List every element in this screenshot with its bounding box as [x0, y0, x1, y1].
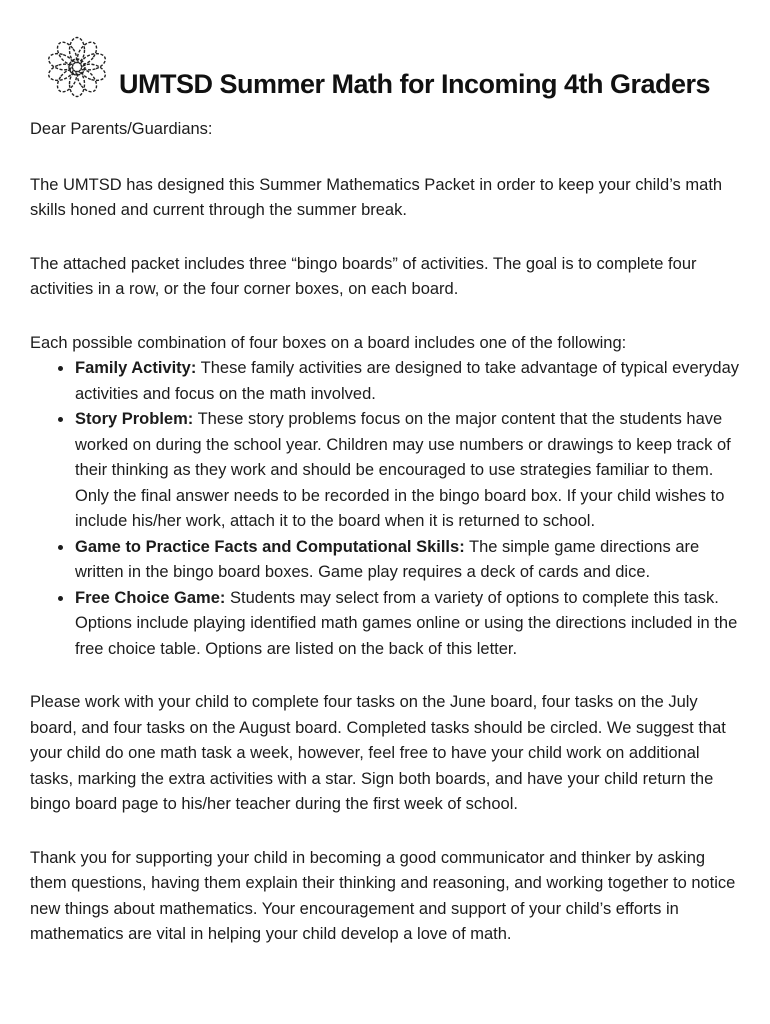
- list-item-family-activity: [74, 356, 740, 407]
- list-item-story-problem: [74, 407, 740, 535]
- list-intro: Each possible combination of four boxes on a board includes one of the following:: [30, 333, 627, 352]
- list-item-free-choice: [74, 586, 740, 663]
- flower-icon: [48, 33, 106, 101]
- bullet-text: These family activities are designed to take advantage of typical everyday activities and focus on the math involved.: [75, 359, 740, 403]
- page-title: UMTSD Summer Math for Incoming 4th Graders: [119, 68, 711, 99]
- list-item-game-practice: [74, 535, 740, 586]
- paragraph-intro: The UMTSD has designed this Summer Mathematics Packet in order to keep your child’s math skills honed and current through the summer break.: [30, 175, 723, 219]
- letter-header: [48, 33, 740, 101]
- bullet-label: Game to Practice Facts and Computational Skills:: [75, 537, 465, 556]
- activity-type-list: [30, 356, 740, 662]
- paragraph-instructions: Please work with your child to complete four tasks on the June board, four tasks on the July board, and four tasks on the August board. Completed tasks should be circled. We suggest that your child do one math task a week, however, feel free to have your child work on additional tasks, marking the extra activities with a star. Sign both boards, and have your child return the bingo board page to his/her teacher during the first week of school.: [30, 693, 726, 813]
- salutation: Dear Parents/Guardians:: [30, 120, 213, 138]
- bullet-label: Story Problem:: [75, 410, 194, 428]
- bullet-label: Family Activity:: [75, 359, 197, 377]
- paragraph-packet: The attached packet includes three “bingo boards” of activities. The goal is to complete four activities in a row, or the four corner boxes, on each board.: [30, 254, 697, 298]
- bullet-label: Free Choice Game:: [75, 588, 226, 607]
- paragraph-thanks: Thank you for supporting your child in becoming a good communicator and thinker by asking them questions, having them explain their thinking and reasoning, and working together to notice new things about mathematics. Your encouragement and support of your child’s efforts in mathematics are vital in helping your child develop a love of math.: [30, 848, 736, 943]
- bullet-text: The simple game directions are written in the bingo board boxes. Game play requires a deck of cards and dice.: [75, 537, 700, 581]
- bullet-text: These story problems focus on the major content that the students have worked on during the school year. Children may use numbers or drawings to keep track of their thinking as they work and should be encouraged to use strategies familiar to them. Only the final answer needs to be recorded in the bingo board box. If your child wishes to include his/her work, attach it to the board when it is returned to school.: [75, 410, 731, 530]
- bullet-text: Students may select from a variety of options to complete this task. Options include playing identified math games online or using the directions included in the free choice table. Options are listed on the back of this letter.: [75, 588, 738, 658]
